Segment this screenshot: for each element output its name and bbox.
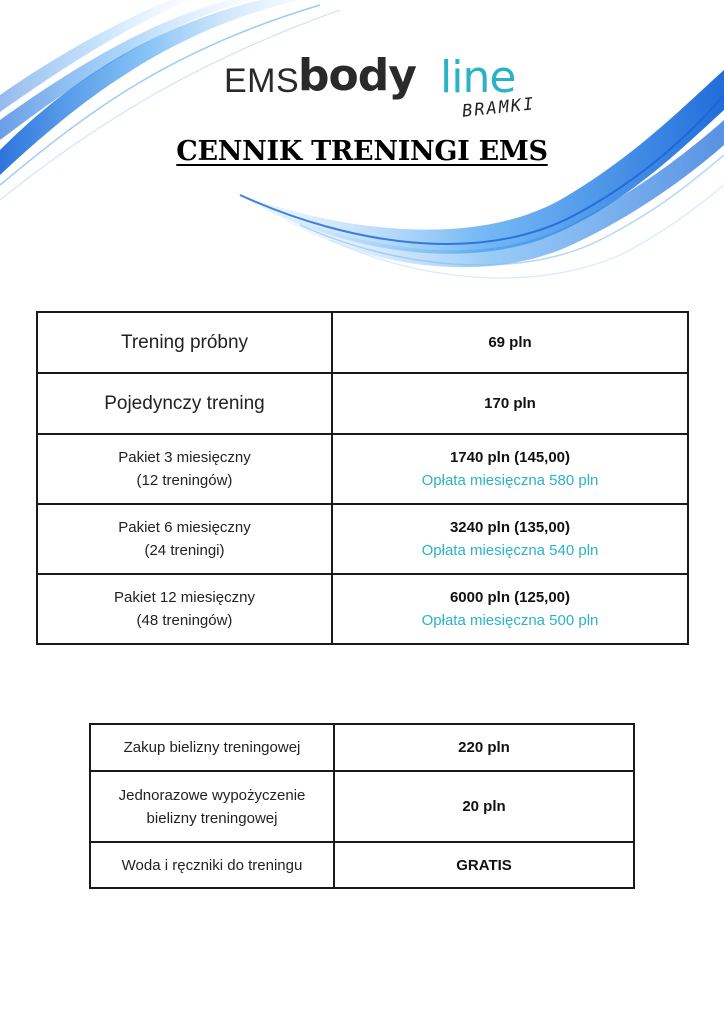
logo-line-text: line: [440, 52, 516, 103]
extra-price: GRATIS: [456, 856, 512, 874]
extra-name-line2: bielizny treningowej: [146, 809, 278, 827]
extra-name-line1: Jednorazowe wypożyczenie: [118, 786, 306, 804]
table-row: [37, 574, 688, 644]
extra-price-cell: [334, 771, 634, 842]
table-row: [90, 842, 634, 888]
package-price: 1740 pln (145,00): [449, 449, 571, 466]
extra-price: 220 pln: [458, 739, 510, 756]
brand-logo: [0, 50, 724, 130]
row-price-cell: [332, 504, 688, 574]
package-name: Pakiet 3 miesięczny: [118, 449, 251, 466]
extra-name: Woda i ręczniki do treningu: [121, 856, 303, 874]
extra-price-cell: [334, 724, 634, 771]
extra-name: Zakup bielizny treningowej: [123, 739, 301, 756]
row-price-cell: [332, 312, 688, 373]
extra-price: 20 pln: [462, 798, 506, 815]
monthly-fee: Opłata miesięczna 540 pln: [421, 542, 599, 559]
row-name-cell: [37, 574, 332, 644]
package-price: 3240 pln (135,00): [449, 519, 571, 536]
extras-table: [89, 723, 635, 889]
monthly-fee: Opłata miesięczna 500 pln: [421, 612, 599, 629]
row-price-cell: [332, 373, 688, 434]
package-price: 6000 pln (125,00): [449, 589, 571, 606]
package-trainings: (48 treningów): [136, 612, 233, 629]
row-name: Pojedynczy trening: [104, 392, 265, 414]
price-table: [36, 311, 689, 645]
table-row: [37, 373, 688, 434]
package-trainings: (24 treningi): [144, 542, 225, 559]
monthly-fee: Opłata miesięczna 580 pln: [421, 472, 599, 489]
row-name-cell: [37, 434, 332, 504]
table-row: [90, 724, 634, 771]
extra-name-cell: [90, 842, 334, 888]
row-name-cell: [37, 373, 332, 434]
package-trainings: (12 treningów): [136, 472, 233, 489]
table-row: [90, 771, 634, 842]
table-row: [37, 434, 688, 504]
row-price-cell: [332, 574, 688, 644]
table-row: [37, 312, 688, 373]
table-row: [37, 504, 688, 574]
page-title: CENNIK TRENINGI EMS: [176, 136, 548, 167]
row-name-cell: [37, 312, 332, 373]
row-name-cell: [37, 504, 332, 574]
row-price: 170 pln: [484, 395, 536, 412]
row-price-cell: [332, 434, 688, 504]
package-name: Pakiet 12 miesięczny: [114, 589, 255, 606]
row-price: 69 pln: [488, 334, 532, 351]
extra-price-cell: [334, 842, 634, 888]
package-name: Pakiet 6 miesięczny: [118, 519, 251, 536]
logo-ems-text: EMS: [224, 62, 300, 100]
row-name: Trening próbny: [120, 331, 249, 353]
logo-body-text: body: [298, 50, 416, 101]
extra-name-cell: [90, 724, 334, 771]
extra-name-cell: [90, 771, 334, 842]
logo-bramki-text: BRAMKI: [461, 94, 537, 122]
